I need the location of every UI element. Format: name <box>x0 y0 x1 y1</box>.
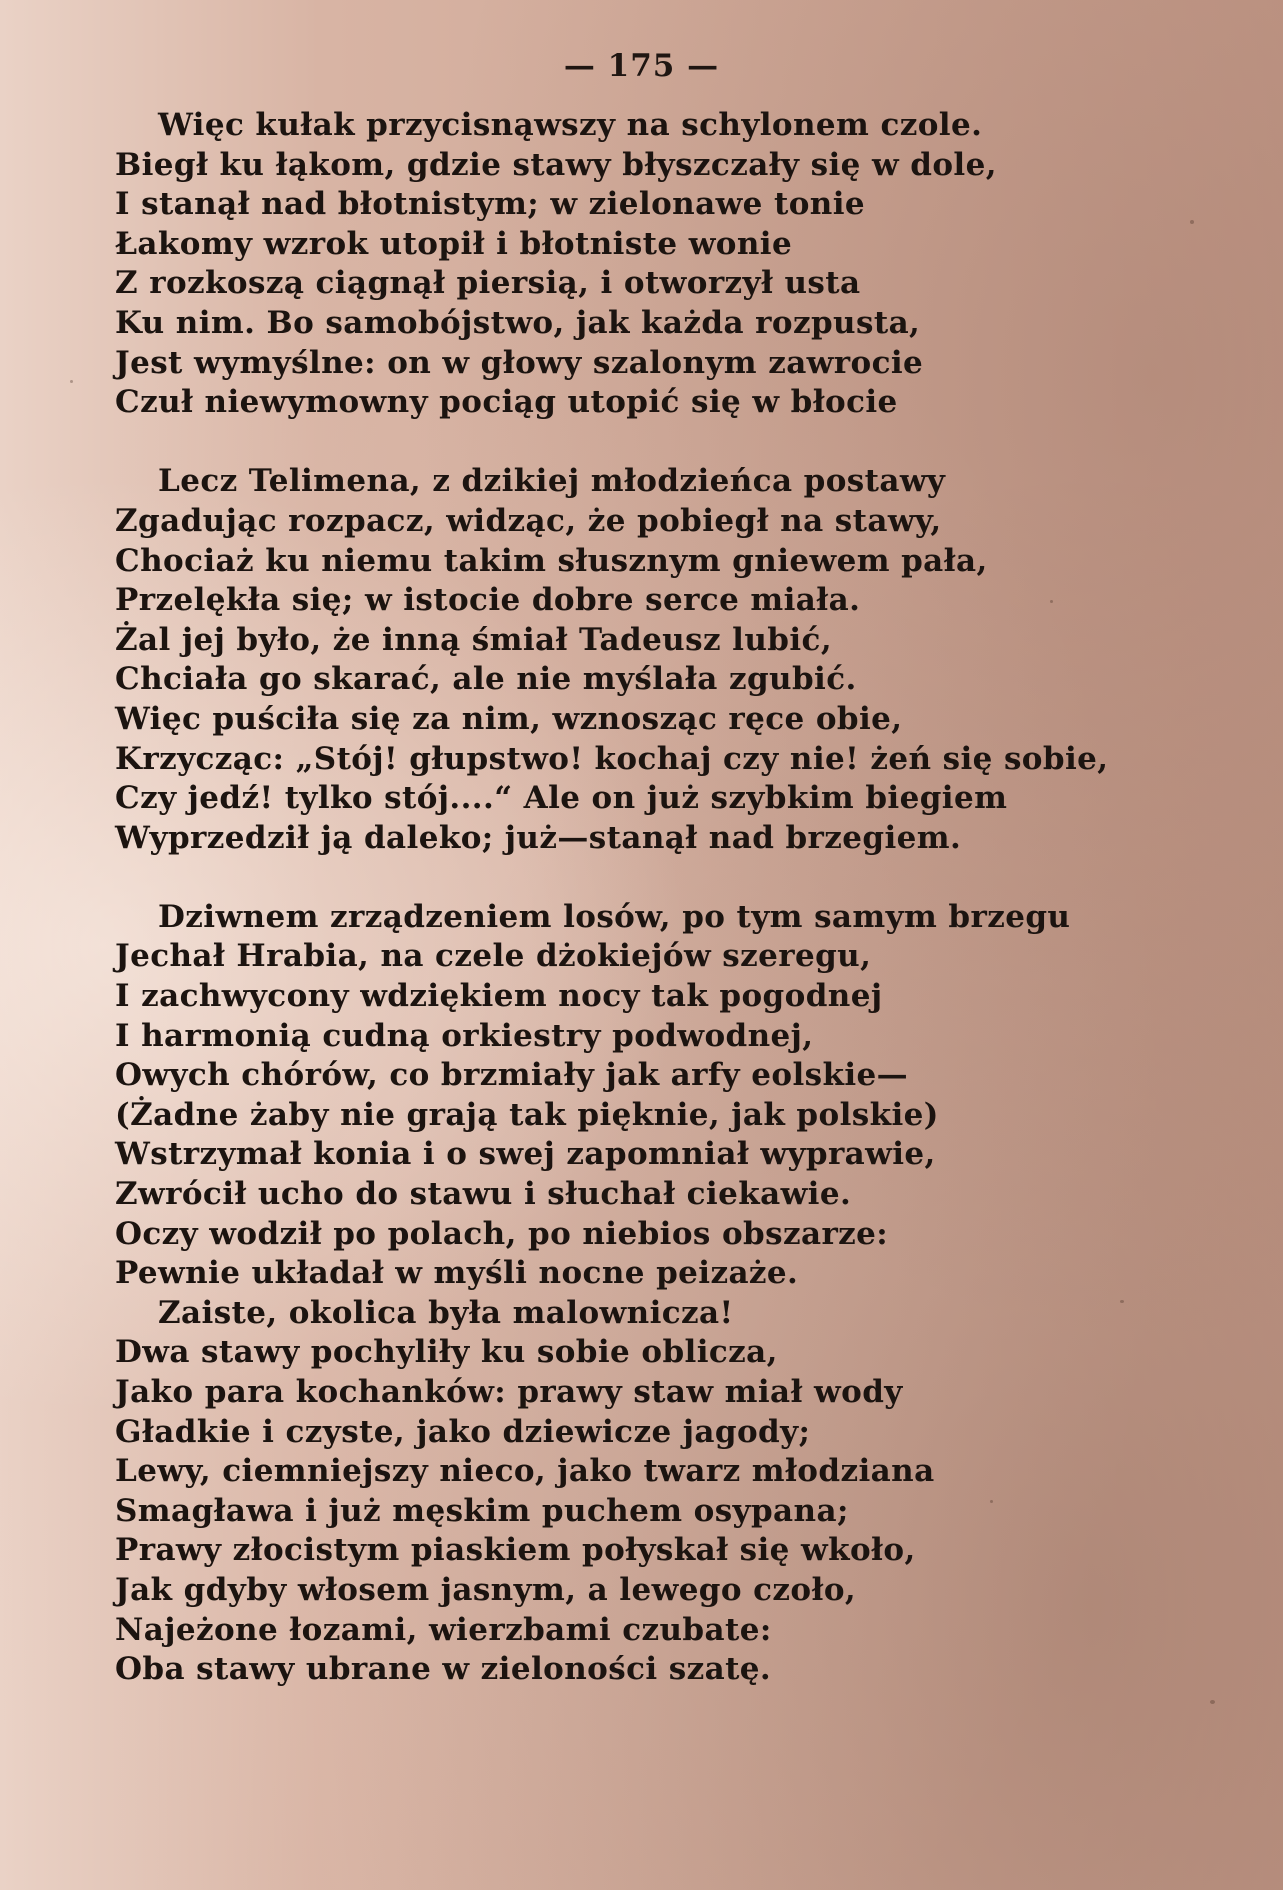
poem-line: Wyprzedził ją daleko; już—stanął nad brzegiem. <box>115 819 962 856</box>
poem-line: Z rozkoszą ciągnął piersią, i otworzył usta <box>115 265 861 302</box>
poem-line: Czuł niewymowny pociąg utopić się w błocie <box>115 384 898 421</box>
poem-line: I zachwycony wdziękiem nocy tak pogodnej <box>115 978 883 1015</box>
poem-line: Jest wymyślne: on w głowy szalonym zawrocie <box>115 344 924 381</box>
poem-line: Biegł ku łąkom, gdzie stawy błyszczały się w dole, <box>115 146 997 183</box>
poem-line: Jechał Hrabia, na czele dżokiejów szeregu, <box>115 938 872 975</box>
poem-line: Chciała go skarać, ale nie myślała zgubić. <box>115 661 857 698</box>
poem-line: Wstrzymał konia i o swej zapomniał wyprawie, <box>115 1136 936 1173</box>
poem-line: Jako para kochanków: prawy staw miał wody <box>115 1374 903 1410</box>
poem-line: Więc puściła się za nim, wznosząc ręce obie, <box>115 700 903 737</box>
poem-line: Ku nim. Bo samobójstwo, jak każda rozpusta, <box>115 304 921 341</box>
poem-line: Owych chórów, co brzmiały jak arfy eolskie— <box>115 1057 909 1094</box>
poem-line: Chociaż ku niemu takim słusznym gniewem pała, <box>115 542 988 579</box>
paper-speck <box>1190 220 1194 224</box>
poem-line: Lewy, ciemniejszy nieco, jako twarz młodziana <box>115 1453 935 1490</box>
poem-line: Czy jedź! tylko stój....“ Ale on już szybkim biegiem <box>115 780 1008 817</box>
poem-line: Smagława i już męskim puchem osypana; <box>115 1492 849 1529</box>
stanza-gap <box>115 423 1255 463</box>
poem-line: Lecz Telimena, z dzikiej młodzieńca postawy <box>158 463 946 500</box>
paper-speck <box>1210 1700 1215 1704</box>
poem-line: Przelękła się; w istocie dobre serce miała. <box>115 582 861 619</box>
poem-line: Prawy złocistym piaskiem połyskał się wkoło, <box>115 1532 916 1569</box>
poem-line: Gładkie i czyste, jako dziewicze jagody; <box>115 1413 811 1450</box>
poem-line: Żal jej było, że inną śmiał Tadeusz lubić, <box>115 621 833 658</box>
poem-line: Pewnie układał w myśli nocne peizaże. <box>115 1255 799 1292</box>
stanza-gap <box>115 858 1255 898</box>
poem-line: Najeżone łozami, wierzbami czubate: <box>115 1611 772 1648</box>
poem-line: Zgadując rozpacz, widząc, że pobiegł na stawy, <box>115 502 942 539</box>
poem-line: I stanął nad błotnistym; w zielonawe tonie <box>115 186 866 223</box>
poem-text <box>115 106 1255 1690</box>
paper-speck <box>990 1500 993 1503</box>
poem-line: Jak gdyby włosem jasnym, a lewego czoło, <box>115 1571 857 1608</box>
paper-speck <box>1120 1300 1124 1303</box>
poem-line: (Żadne żaby nie grają tak pięknie, jak polskie) <box>115 1096 939 1133</box>
poem-line: I harmonią cudną orkiestry podwodnej, <box>115 1017 814 1054</box>
poem-line: Oba stawy ubrane w zieloności szatę. <box>115 1651 772 1688</box>
poem-line: Krzycząc: „Stój! głupstwo! kochaj czy nie! żeń się sobie, <box>115 740 1109 777</box>
poem-line: Dwa stawy pochyliły ku sobie oblicza, <box>115 1334 778 1371</box>
paper-speck <box>70 380 73 383</box>
paper-speck <box>1050 600 1053 603</box>
poem-line: Łakomy wzrok utopił i błotniste wonie <box>115 225 793 262</box>
page-number: — 175 — <box>563 48 720 84</box>
poem-line: Więc kułak przycisnąwszy na schylonem czole. <box>158 107 983 143</box>
poem-line: Zaiste, okolica była malownicza! <box>158 1294 734 1331</box>
poem-line: Dziwnem zrządzeniem losów, po tym samym brzegu <box>158 898 1071 935</box>
poem-line: Oczy wodził po polach, po niebios obszarze: <box>115 1215 889 1252</box>
poem-line: Zwrócił ucho do stawu i słuchał ciekawie. <box>115 1176 852 1213</box>
